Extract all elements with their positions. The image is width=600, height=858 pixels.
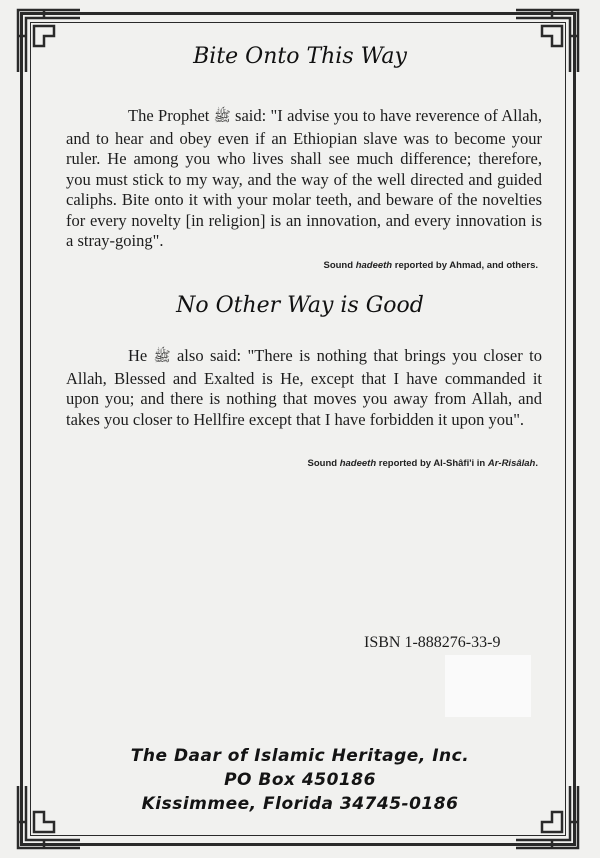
isbn-number: ISBN 1-888276-33-9	[364, 634, 501, 651]
source-term: hadeeth	[339, 458, 377, 469]
source-mid: reported by Al-Shâfi'i in	[376, 458, 488, 469]
paragraph-lead: He	[128, 346, 148, 365]
hadith-paragraph	[66, 346, 542, 430]
paragraph-lead: The Prophet	[128, 106, 210, 125]
source-pre: Sound	[323, 260, 356, 271]
salutation-seal: ﷺ	[153, 350, 171, 365]
source-pre: Sound	[307, 458, 340, 469]
source-end: .	[535, 458, 538, 469]
corner-ornament-icon	[512, 782, 582, 852]
hadith-source	[308, 458, 539, 469]
paragraph-body: said: "I advise you to have reverence of Allah, and to hear and obey even if an Ethiopian slave was to become your ruler. He among you who lives shall see much difference; therefore, you must stick to my way, and the way of the well directed and guided caliphs. Bite onto it with your molar teeth, and beware of the novelties for every novelty [in religion] is an innovation, and every innovation is a stray-going".	[66, 106, 542, 250]
publisher-city: Kissimmee, Florida 34745-0186	[141, 794, 459, 814]
paragraph-body: also said: "There is nothing that brings you closer to Allah, Blessed and Exalted is He, except that I have commanded it upon you; and there is nothing that moves you away from Allah, and takes you closer to Hellfire except that I have forbidden it upon you".	[66, 346, 542, 429]
section-title: No Other Way is Good	[176, 293, 424, 318]
salutation-seal: ﷺ	[213, 110, 231, 125]
source-term: hadeeth	[355, 260, 393, 271]
source-post: reported by Ahmad, and others.	[392, 260, 538, 271]
barcode-sticker-area	[445, 655, 531, 717]
publisher-po-box: PO Box 450186	[224, 770, 376, 790]
corner-ornament-icon	[14, 782, 84, 852]
source-book: Ar-Risâlah	[487, 458, 536, 469]
hadith-source	[323, 260, 538, 271]
hadith-paragraph	[66, 106, 542, 252]
section-title: Bite Onto This Way	[193, 44, 407, 69]
publisher-name: The Daar of Islamic Heritage, Inc.	[130, 746, 470, 766]
